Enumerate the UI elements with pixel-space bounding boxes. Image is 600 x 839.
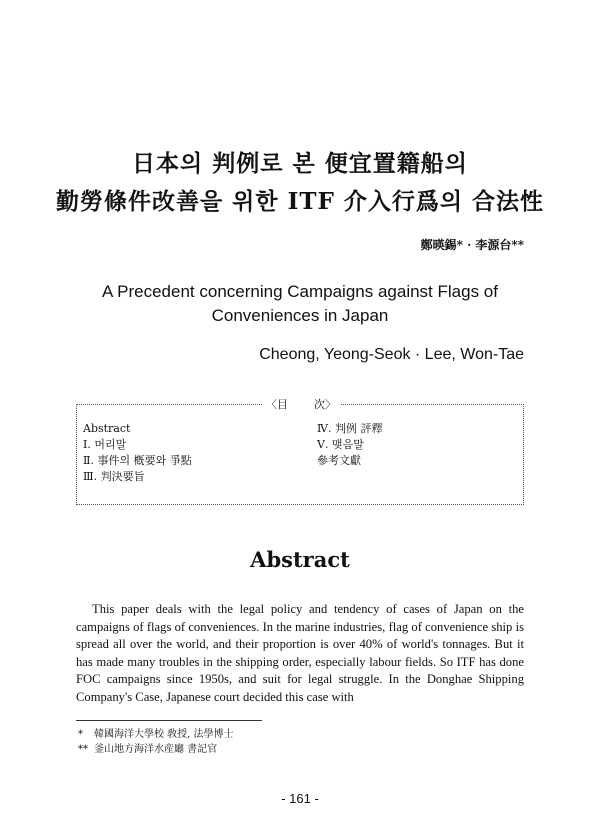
english-title-line-1: A Precedent concerning Campaigns against Flags of (102, 282, 498, 301)
footnotes (78, 727, 234, 757)
korean-title-line-2: 勤勞條件改善을 위한 ITF 介入行爲의 合法性 (55, 188, 545, 215)
toc-right-column (317, 421, 382, 469)
toc-item-references: 參考文獻 (317, 454, 361, 467)
toc-item-abstract: Abstract (83, 422, 131, 435)
table-of-contents (76, 398, 524, 505)
page-number: - 161 - (281, 791, 319, 806)
footnote-text: 釜山地方海洋水産廳 書記官 (94, 744, 218, 755)
abstract-heading: Abstract (250, 547, 350, 572)
footnote-1 (78, 727, 234, 742)
english-authors: Cheong, Yeong-Seok · Lee, Won-Tae (259, 346, 524, 363)
footnote-mark: * (78, 729, 83, 740)
toc-item-conclusion: Ⅴ. 맺음말 (317, 438, 364, 451)
english-title-line-2: Conveniences in Japan (211, 306, 389, 325)
toc-heading-right: 次〉 (314, 398, 336, 411)
footnote-2 (78, 742, 234, 757)
toc-heading (262, 396, 340, 412)
toc-heading-left: 〈目 (266, 398, 288, 411)
toc-item-case-commentary: Ⅳ. 判例 評釋 (317, 422, 383, 435)
toc-item-case-overview: Ⅱ. 事件의 槪要와 爭點 (83, 454, 192, 467)
korean-title-line-1: 日本의 判例로 본 便宜置籍船의 (132, 150, 468, 177)
toc-item-introduction: Ⅰ. 머리말 (83, 438, 127, 451)
footnote-text: 韓國海洋大學校 敎授, 法學博士 (94, 729, 234, 740)
toc-item-judgment-summary: Ⅲ. 判決要旨 (83, 470, 145, 483)
toc-left-column (83, 421, 192, 485)
footnote-rule (76, 720, 262, 721)
abstract-body: This paper deals with the legal policy and tendency of cases of Japan on the campaigns of flags of conveniences. In the marine industries, flag of convenience ship is spread all over the world, and their proportion is over 40% of world's tonnages. But it has made many troubles in the shipping order, especially labour fields. So ITF has done FOC campaigns since 1950s, and suit for legal struggle. In the Donghae Shipping Company's Case, Japanese court decided this case with (76, 602, 524, 704)
korean-authors: 鄭暎錫* · 李源台** (420, 238, 524, 252)
footnote-mark: ** (78, 744, 88, 755)
